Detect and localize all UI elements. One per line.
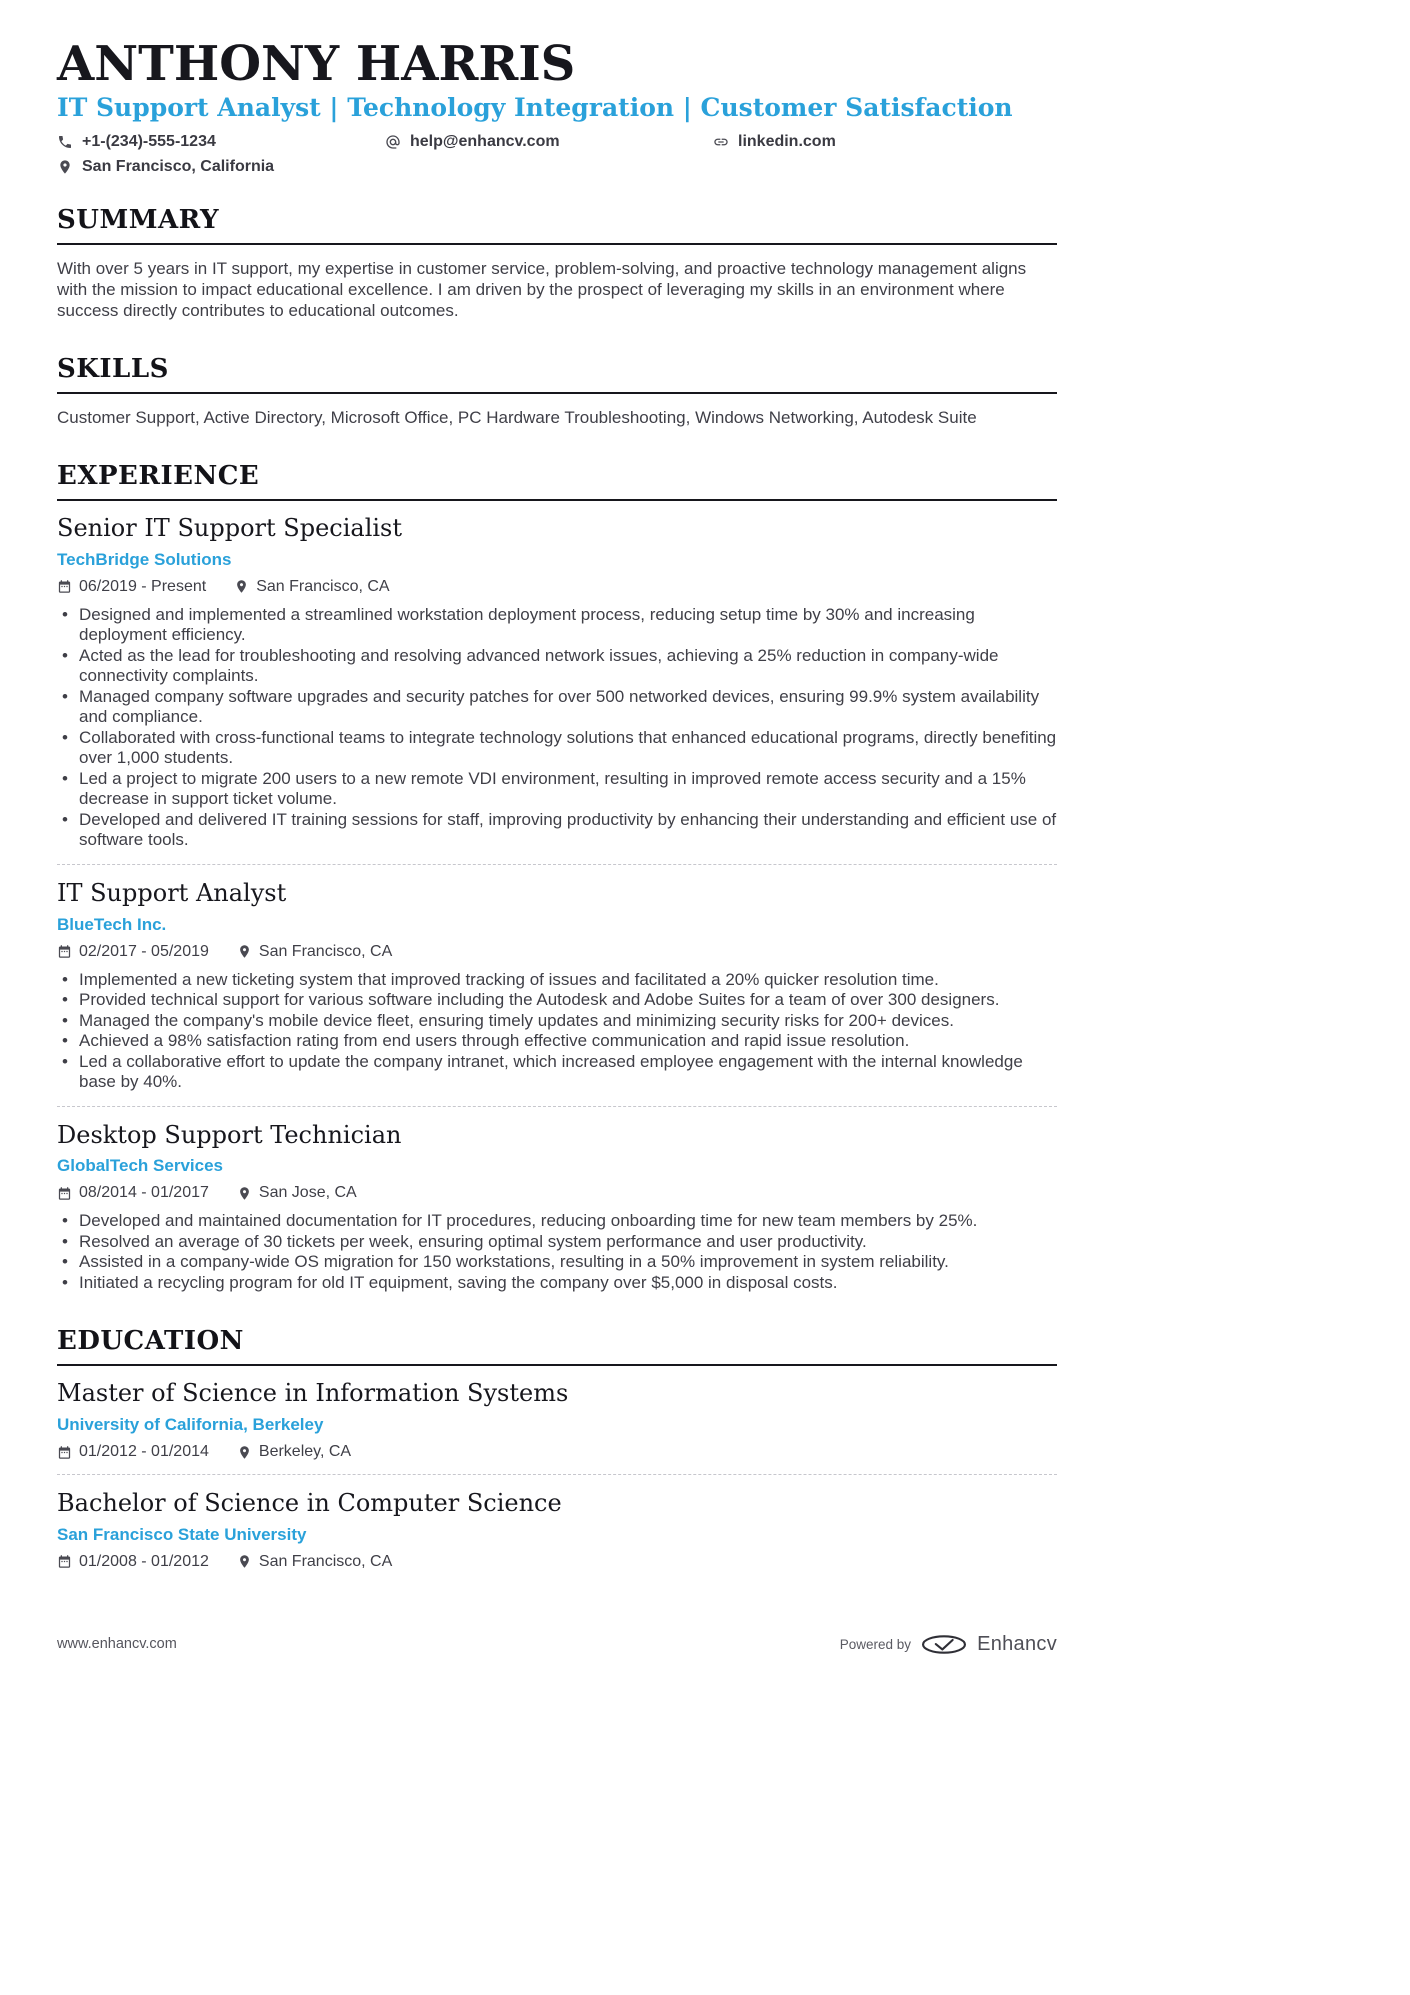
bullet-item: • Acted as the lead for troubleshooting and resolving advanced network issues, achieving a 25% reduction in company-wide connectivity complaints. (57, 646, 1057, 687)
calendar-icon (57, 1186, 72, 1201)
education-entry (57, 1489, 1057, 1571)
bullet-item: • Developed and delivered IT training sessions for staff, improving productivity by enhancing their understanding and efficient use of software tools. (57, 810, 1057, 851)
job-dates-text: 06/2019 - Present (79, 577, 207, 595)
dashed-divider (57, 864, 1057, 865)
phone-number: +1-(234)-555-1234 (82, 132, 216, 150)
experience-section (57, 461, 1057, 1293)
degree-title: Master of Science in Information Systems (57, 1379, 569, 1408)
company-name: TechBridge Solutions (57, 549, 232, 569)
degree-meta (57, 1553, 1057, 1571)
degree-dates-text: 01/2012 - 01/2014 (79, 1443, 209, 1461)
email-address: help@enhancv.com (410, 132, 560, 150)
section-heading-education: EDUCATION (57, 1326, 1057, 1366)
job-bullets (57, 1211, 1057, 1293)
job-dates-text: 08/2014 - 01/2017 (79, 1184, 209, 1202)
summary-text: With over 5 years in IT support, my expertise in customer service, problem-solving, and proactive technology management aligns with the mission to impact educational excellence. I am driven by the prospect of leveraging my skills in an environment where success directly contributes to educational outcomes. (57, 258, 1027, 320)
contact-location (57, 158, 385, 176)
degree-dates (57, 1553, 209, 1571)
job-location (237, 1184, 357, 1202)
powered-by-badge (840, 1633, 1057, 1656)
brand-name[interactable]: Enhancv (977, 1632, 1057, 1655)
job-meta (57, 578, 1057, 596)
job-location (237, 943, 392, 961)
bullet-item: • Led a project to migrate 200 users to a new remote VDI environment, resulting in improved remote access security and a 15% decrease in support ticket volume. (57, 769, 1057, 810)
job-title: IT Support Analyst (57, 878, 287, 907)
location-pin-icon (234, 579, 249, 594)
bullet-item: • Provided technical support for various software including the Autodesk and Adobe Suites for a team of over 300 designers. (57, 990, 1057, 1011)
job-location-text: San Francisco, CA (256, 577, 390, 595)
footer-website-link[interactable]: www.enhancv.com (57, 1636, 177, 1653)
job-bullets (57, 605, 1057, 851)
education-entry (57, 1379, 1057, 1461)
phone-icon (57, 134, 73, 150)
job-bullets (57, 970, 1057, 1093)
contact-email[interactable] (385, 133, 713, 151)
website-url: linkedin.com (738, 132, 836, 150)
bullet-item: • Collaborated with cross-functional teams to integrate technology solutions that enhanced educational programs, directly benefiting over 1,000 students. (57, 728, 1057, 769)
education-section (57, 1326, 1057, 1571)
bullet-item: • Initiated a recycling program for old IT equipment, saving the company over $5,000 in disposal costs. (57, 1273, 1057, 1294)
dashed-divider (57, 1106, 1057, 1107)
candidate-name: ANTHONY HARRIS (57, 36, 576, 92)
bullet-item: • Resolved an average of 30 tickets per week, ensuring optimal system performance and user productivity. (57, 1232, 1057, 1253)
job-title: Senior IT Support Specialist (57, 513, 403, 542)
bullet-item: • Assisted in a company-wide OS migration for 150 workstations, resulting in a 50% improvement in system reliability. (57, 1252, 1057, 1273)
school-name: University of California, Berkeley (57, 1415, 324, 1435)
degree-meta (57, 1443, 1057, 1461)
contact-phone (57, 133, 385, 151)
bullet-item: • Designed and implemented a streamlined workstation deployment process, reducing setup time by 30% and increasing deployment efficiency. (57, 605, 1057, 646)
job-dates-text: 02/2017 - 05/2019 (79, 942, 209, 960)
calendar-icon (57, 1445, 72, 1460)
location-pin-icon (237, 1554, 252, 1569)
link-icon (713, 134, 729, 150)
company-name: GlobalTech Services (57, 1156, 223, 1176)
footer (57, 1633, 1057, 1656)
bullet-item: • Achieved a 98% satisfaction rating from end users through effective communication and rapid issue resolution. (57, 1031, 1057, 1052)
bullet-item: • Managed the company's mobile device fleet, ensuring timely updates and minimizing security risks for 200+ devices. (57, 1011, 1057, 1032)
skills-section (57, 354, 1057, 428)
enhancv-logo-icon[interactable] (921, 1634, 967, 1655)
location-pin-icon (57, 159, 73, 175)
location-pin-icon (237, 1186, 252, 1201)
section-heading-experience: EXPERIENCE (57, 461, 1057, 501)
job-location-text: San Francisco, CA (258, 942, 393, 960)
job-meta (57, 943, 1057, 961)
job-location (234, 578, 389, 596)
dashed-divider (57, 1474, 1057, 1475)
company-name: BlueTech Inc. (57, 914, 167, 934)
degree-location-text: San Francisco, CA (258, 1552, 393, 1570)
bullet-item: • Managed company software upgrades and security patches for over 500 networked devices, ensuring 99.9% system availability and compliance. (57, 687, 1057, 728)
contact-website[interactable] (713, 133, 1041, 151)
degree-dates (57, 1443, 209, 1461)
calendar-icon (57, 1554, 72, 1569)
job-location-text: San Jose, CA (258, 1184, 357, 1202)
location-text: San Francisco, California (82, 157, 275, 175)
location-pin-icon (237, 1445, 252, 1460)
section-heading-summary: SUMMARY (57, 205, 1057, 245)
location-pin-icon (237, 944, 252, 959)
powered-by-label: Powered by (839, 1636, 912, 1652)
job-dates (57, 578, 206, 596)
experience-entry (57, 514, 1057, 851)
at-sign-icon (385, 134, 401, 150)
degree-location-text: Berkeley, CA (258, 1443, 352, 1461)
summary-section (57, 205, 1057, 321)
bullet-item: • Led a collaborative effort to update the company intranet, which increased employee engagement with the internal knowledge base by 40%. (57, 1052, 1057, 1093)
headline: IT Support Analyst | Technology Integration | Customer Satisfaction (57, 92, 1013, 122)
degree-title: Bachelor of Science in Computer Science (57, 1489, 562, 1518)
calendar-icon (57, 944, 72, 959)
job-meta (57, 1184, 1057, 1202)
degree-dates-text: 01/2008 - 01/2012 (79, 1552, 209, 1570)
degree-location (237, 1553, 392, 1571)
skills-list: Customer Support, Active Directory, Microsoft Office, PC Hardware Troubleshooting, Windows Networking, Autodesk Suite (57, 407, 977, 427)
bullet-item: • Developed and maintained documentation for IT procedures, reducing onboarding time for new team members by 25%. (57, 1211, 1057, 1232)
contact-row (57, 133, 1057, 183)
header (57, 36, 1057, 183)
experience-entry (57, 879, 1057, 1093)
calendar-icon (57, 579, 72, 594)
job-dates (57, 943, 209, 961)
experience-entry (57, 1121, 1057, 1294)
degree-location (237, 1443, 351, 1461)
job-title: Desktop Support Technician (57, 1120, 402, 1149)
section-heading-skills: SKILLS (57, 354, 1057, 394)
job-dates (57, 1184, 209, 1202)
resume-document (57, 0, 1057, 1656)
school-name: San Francisco State University (57, 1524, 307, 1544)
bullet-item: • Implemented a new ticketing system that improved tracking of issues and facilitated a 20% quicker resolution time. (57, 970, 1057, 991)
